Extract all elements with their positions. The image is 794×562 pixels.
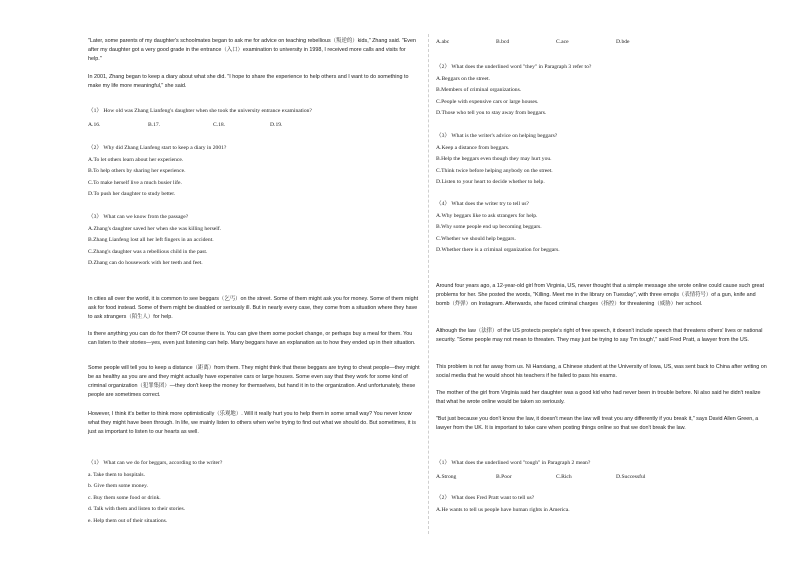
question-stem: （2） What does Fred Pratt want to tell us? (436, 495, 535, 501)
option: a. Take them to hospitals. (88, 471, 145, 478)
option: B.To help others by sharing her experience. (88, 168, 186, 174)
option: A.Keep a distance from beggars. (436, 144, 510, 151)
option: A.16. (88, 122, 101, 128)
option: D.bde (616, 39, 630, 45)
option: A.He wants to tell us people have human rights in America. (436, 506, 570, 513)
passage2-paragraph: Is there anything you can do for them? Of course there is. You can give them some pocket change, or perhaps buy a meal for them. You can listen to their stories—yes, even just listening can help. Many beggars have an explanation as to how they ended up in their situation. (88, 331, 416, 346)
option: C.Whether we should help beggars. (436, 235, 516, 242)
option: C.To make herself live a much busier life. (88, 179, 182, 186)
question-block (436, 62, 591, 120)
option: e. Help them out of their situations. (88, 517, 168, 524)
option: A.Beggars on the street. (436, 75, 490, 82)
passage3-paragraph: "But just because you don't know the law, it doesn't mean the law will treat you any differently if you break it," says David Allen Green, a lawyer from the UK. It is important to take care when posting things online so that we don't break the law. (436, 416, 759, 431)
option: B.Poor (496, 474, 512, 480)
question-stem: （4） What does the writer try to tell us? (436, 201, 529, 207)
option: B.Members of criminal organizations. (436, 87, 522, 93)
option: D.Those who tell you to stay away from beggars. (436, 110, 547, 116)
passage1-paragraph: "Later, some parents of my daughter's schoolmates began to ask me for advice on teaching rebellious（叛逆的）kids," Zhang said. "Even after my daughter got a very good grade in the entrance（入口）examination to university in 1998, I received more calls and visits for help." (88, 38, 416, 62)
question-block (436, 493, 570, 516)
option: c. Buy them some food or drink. (88, 494, 161, 501)
passage3-paragraph: The mother of the girl from Virginia said her daughter was a good kid who had never been in trouble before. Ni also said he didn't realize that what he wrote online would be taken so seriously. (436, 390, 761, 405)
question-stem: （1） What can we do for beggars, according to the writer? (88, 460, 223, 466)
column-divider (428, 34, 429, 534)
option: D.Whether there is a criminal organization for beggars. (436, 247, 560, 253)
passage3-paragraph: Around four years ago, a 12-year-old girl from Virginia, US, never thought that a simple message she wrote online could cause such great problems for her. She posted the words, "Killing. Meet me in the library on Tuesday", with three emojis（表情符号）of a gun, knife and bomb（炸弹）on Instagram. Afterwards, she faced criminal charges（指控）for threatening（威胁）her school. (436, 283, 765, 307)
question-stem: （3） What is the writer's advice on helping beggars? (436, 133, 558, 139)
option: C.ace (556, 39, 569, 45)
question-block (436, 131, 557, 189)
option: D.19. (270, 122, 283, 128)
question-stem: （2） Why did Zhang Lianfeng start to keep a diary in 2001? (88, 145, 227, 151)
passage2-paragraph: Some people will tell you to keep a distance（距离）from them. They might think that these beggars are trying to cheat people—they might be as healthy as you are and they might actually have expensive cars or large houses. Some even say that they work for some kind of criminal organization（犯罪集团）—they don't keep the money for themselves, but hand it in to the organization. And unfortunately, these people are sometimes correct. (88, 365, 420, 398)
option: b. Give them some money. (88, 483, 148, 489)
question-stem: （1） What does the underlined word "tough" in Paragraph 2 mean? (436, 460, 591, 466)
option: A.abc (436, 39, 450, 45)
question-block (436, 458, 590, 470)
passage2-paragraph: However, I think it's better to think more optimistically（乐观地）. Will it really hurt you to help them in some small way? You never know what they might have been through. In life, we mainly listen to others when we're trying to find out what we should do. But sometimes, it is just as important to listen to our hearts as well. (88, 411, 416, 435)
question-block (88, 458, 222, 527)
option: D.Zhang can do housework with her teeth and feet. (88, 260, 203, 266)
passage3-paragraph: This problem is not far away from us. Ni Hanxiang, a Chinese student at the University of Iowa, US, was sent back to China after writing on social media that he would shoot his teachers if he failed to pass his exams. (436, 364, 767, 379)
option: B.Why some people end up becoming beggars. (436, 224, 542, 230)
option: A.Zhang's daughter saved her when she was killing herself. (88, 225, 222, 232)
option: C.People with expensive cars or large houses. (436, 98, 539, 105)
question-stem: （2） What does the underlined word "they" in Paragraph 3 refer to? (436, 64, 592, 70)
passage1-paragraph: In 2001, Zhang began to keep a diary about what she did. "I hope to share the experience to help others and I want to do something to make my life more meaningful," she said. (88, 74, 409, 89)
question-block (88, 212, 221, 270)
passage3-paragraph: Although the law（法律）of the US protects people's right of free speech, it doesn't include speech that threatens others' lives or national security. "Some people may not mean to threaten. They may just be trying to say 'I'm tough'," said Fred Pratt, a lawyer from the US. (436, 328, 763, 343)
option: C.18. (213, 122, 226, 128)
option: D.Successful (616, 474, 646, 480)
option: C.Think twice before helping anybody on the street. (436, 167, 553, 174)
option: d. Talk with them and listen to their stories. (88, 506, 186, 512)
option: B.Zhang Lianfeng lost all her left fingers in an accident. (88, 237, 214, 243)
question-stem: （3） What can we know from the passage? (88, 214, 189, 220)
option: B.17. (148, 122, 161, 128)
question-block (436, 199, 560, 257)
question-stem: （1） How old was Zhang Lianfeng's daughter when she took the university entrance examination? (88, 108, 312, 114)
option: A.Strong (436, 474, 457, 480)
option: D.To push her daughter to study better. (88, 191, 176, 197)
option: A.To let others learn about her experience. (88, 156, 184, 163)
option: C.Rich (556, 474, 572, 480)
passage2-paragraph: In cities all over the world, it is common to see beggars（乞丐）on the street. Some of them might ask you for money. Some of them might ask for food instead. Some of them might be disabled or seriously ill. But in nearly every case, they come from a situation where they have to ask strangers（陌生人）for help. (88, 296, 419, 320)
option: D.Listen to your heart to decide whether to help. (436, 179, 545, 185)
question-block (88, 106, 312, 118)
option: A.Why beggars like to ask strangers for help. (436, 212, 538, 219)
option: B.Help the beggars even though they may hurt you. (436, 156, 552, 162)
option: B.bcd (496, 39, 510, 45)
option: C.Zhang's daughter was a rebellious child in the past. (88, 248, 208, 255)
question-block (88, 143, 226, 201)
